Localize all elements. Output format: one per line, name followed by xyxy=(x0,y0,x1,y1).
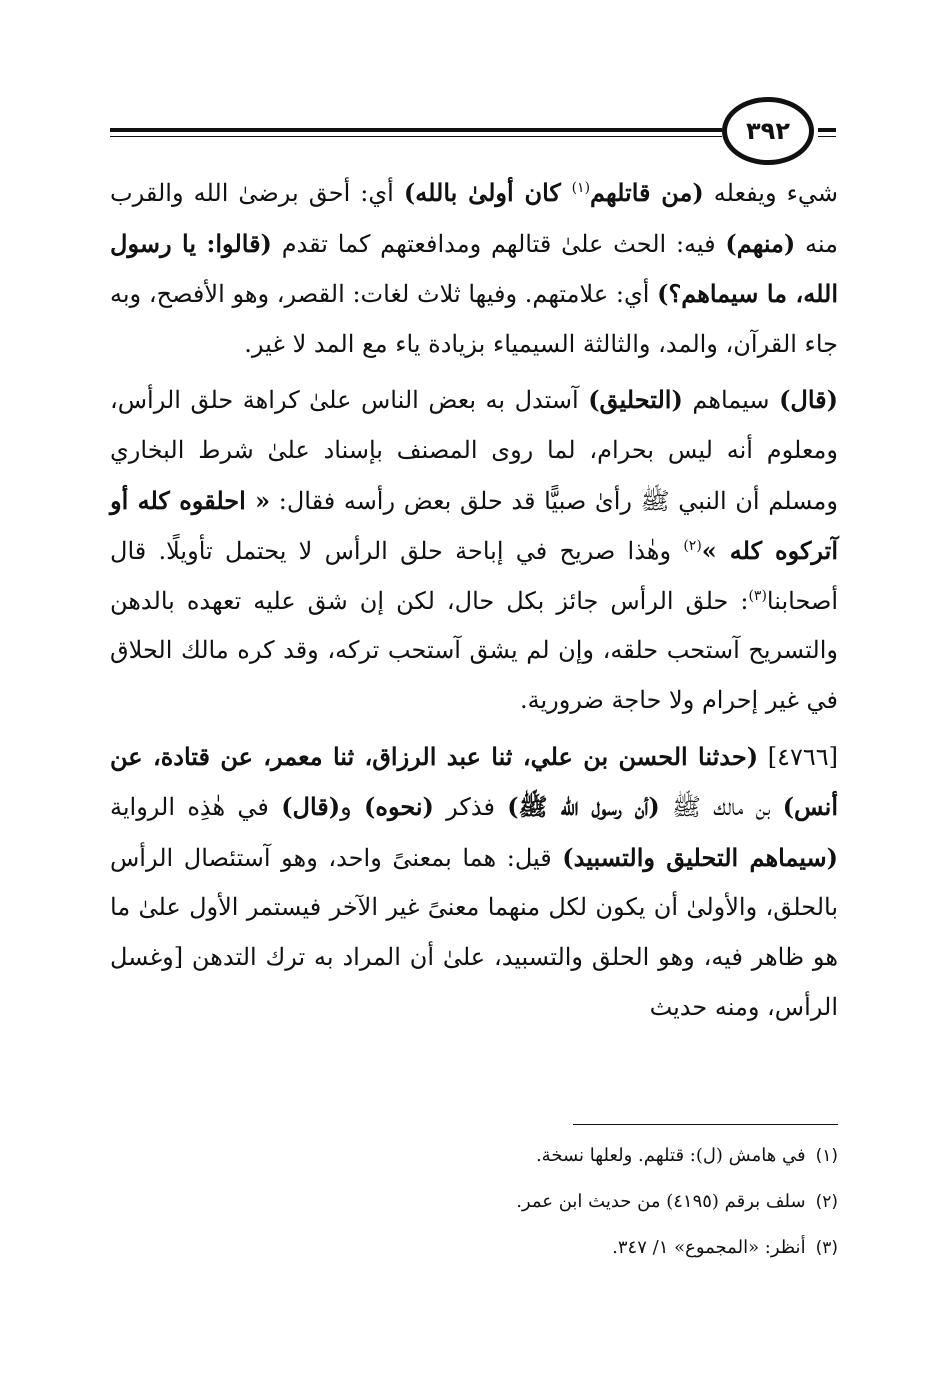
paragraph xyxy=(110,375,838,725)
footnote-marker: (١) xyxy=(571,180,591,196)
text-run: أي: أحق برضىٰ الله والقرب منه xyxy=(110,179,839,258)
text-run: سيماهم xyxy=(682,386,780,415)
text-run: : حلق الرأس جائز بكل حال، لكن إن شق عليه تعهده بالدهن والتسريح آستحب حلقه، وإن لم يشق آستحب تركه، وقد كره مالك الحلاق في غير إحرام ولا حاجة ضرورية. xyxy=(110,586,838,714)
bold-text-run: (قال) xyxy=(779,385,838,415)
footnote-text: في هامش (ل): قتلهم. ولعلها نسخة. xyxy=(535,1145,806,1166)
paragraph xyxy=(110,168,838,369)
text-run: وهٰذا صريح في إباحة حلق الرأس لا يحتمل تأويلًا. قال أصحابنا xyxy=(110,537,838,615)
footnote-number: (١) xyxy=(815,1146,838,1166)
footnote-number: (٢) xyxy=(815,1192,838,1212)
bold-text-run: (نحوه) xyxy=(364,792,434,822)
text-run: بن مالك ﷺ xyxy=(659,793,783,822)
main-text xyxy=(110,168,838,1032)
bold-text-run: (من قاتلهم xyxy=(590,178,704,207)
page-number: ٣٩٢ xyxy=(746,117,790,145)
footnote xyxy=(110,1133,838,1179)
header-rule-stub xyxy=(818,128,836,132)
footnote-marker: (٣) xyxy=(748,587,767,604)
footnote-number: (٣) xyxy=(815,1238,838,1258)
bold-text-run: (أن رسول الله ﷺ) xyxy=(507,792,660,822)
bold-text-run: (حدثنا الحسن بن علي، ثنا عبد الرزاق، ثنا معمر، عن قتادة، عن أنس) xyxy=(110,741,839,822)
footnote xyxy=(110,1225,838,1271)
text-run: فيه: الحث علىٰ قتالهم ومدافعتهم كما تقدم xyxy=(271,229,726,258)
text-run: شيء ويفعله xyxy=(703,179,838,207)
bold-text-run: (سيماهم التحليق والتسبيد) xyxy=(562,842,838,872)
page-number-badge xyxy=(722,97,814,165)
header-rule-thick xyxy=(110,128,722,132)
footnotes xyxy=(110,1133,838,1271)
footnote-text: سلف برقم (٤١٩٥) من حديث ابن عمر. xyxy=(516,1191,806,1212)
bold-text-run: (قال) xyxy=(281,792,341,822)
text-run: في هٰذِه الرواية xyxy=(110,793,282,822)
text-run: [٤٧٦٦] xyxy=(758,742,838,771)
text-run: و xyxy=(340,793,365,822)
bold-text-run: (قالوا: يا رسول الله، ما سيماهم؟) xyxy=(110,228,838,309)
footnote-marker: (٢) xyxy=(683,538,702,555)
footnote-text: أنظر: «المجموع» ١/ ٣٤٧. xyxy=(612,1237,806,1258)
page-header xyxy=(0,0,951,175)
bold-text-run: « احلقوه كله أو آتركوه كله » xyxy=(110,485,838,566)
bold-text-run: (التحليق) xyxy=(588,385,683,415)
text-run: قيل: هما بمعنىً واحد، وهو آستئصال الرأس بالحلق، والأولىٰ أن يكون لكل منهما معنىً غير الآخر فيستمر الأول علىٰ ما هو ظاهر فيه، وهو الحلق والتسبيد، علىٰ أن المراد به ترك التدهن [وغسل الرأس، ومنه حديث xyxy=(110,843,838,1021)
bold-text-run: (منهم) xyxy=(725,228,796,258)
header-rule-stub-thin xyxy=(818,136,836,137)
footnote-separator xyxy=(573,1124,838,1125)
footnote xyxy=(110,1179,838,1225)
header-rule-thin xyxy=(110,136,722,137)
text-run: أي: علامتهم. وفيها ثلاث لغات: القصر، وهو الأفصح، وبه جاء القرآن، والمد، والثالثة السيمياء بزيادة ياء مع المد لا غير. xyxy=(110,280,838,358)
text-run: فذكر xyxy=(433,793,508,822)
text-run: آستدل به بعض الناس علىٰ كراهة حلق الرأس، ومعلوم أنه ليس بحرام، لما روى المصنف بإسناد علىٰ شرط البخاري ومسلم أن النبي ﷺ رأىٰ صبيًّا قد حلق بعض رأسه فقال: xyxy=(110,386,838,515)
paragraph xyxy=(110,732,838,1033)
bold-text-run: كان أولىٰ بالله) xyxy=(403,178,572,207)
